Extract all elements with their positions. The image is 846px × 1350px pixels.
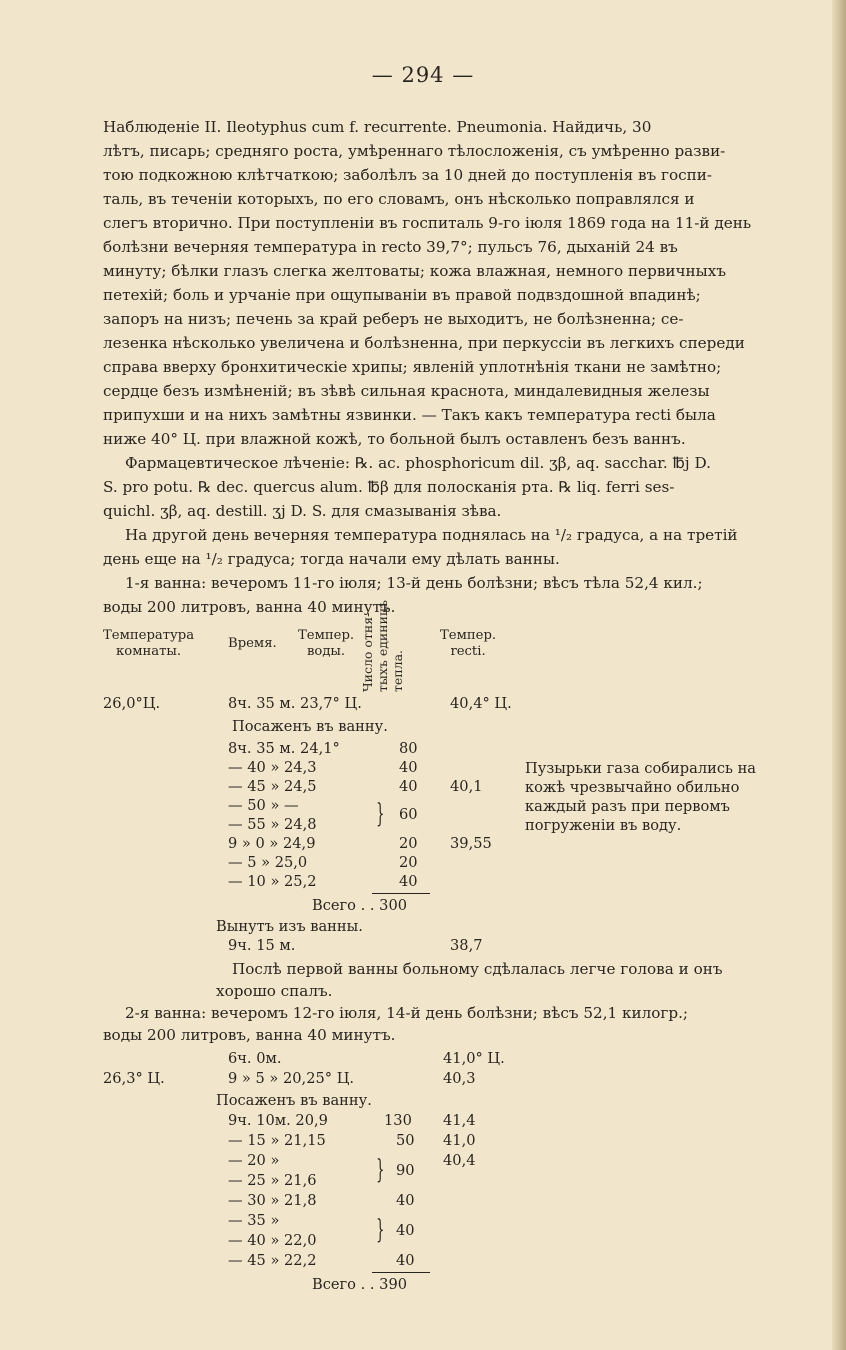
table-cell: 8ч. 35 м. 23,7° Ц. — [228, 695, 362, 712]
table-subheading: Посаженъ въ ванну. — [216, 1092, 372, 1109]
text-line: лѣтъ, писарь; средняго роста, умѣреннаго тѣлосложенія, съ умѣренно разви- — [103, 142, 726, 160]
page-edge — [832, 0, 846, 1350]
table-cell: 80 — [399, 740, 418, 757]
table-cell: 130 — [384, 1112, 412, 1129]
header-text: комнаты. — [116, 644, 182, 659]
table-cell: 41,0 — [443, 1132, 476, 1149]
text-line: Послѣ первой ванны больному сдѣлалась легче голова и онъ — [232, 960, 723, 978]
table-cell: 40 — [399, 759, 418, 776]
table-note: каждый разъ при первомъ — [525, 798, 730, 815]
text-line: слегъ вторично. При поступленіи въ госпиталь 9-го іюля 1869 года на 11-й день — [103, 214, 752, 232]
header-recti-temp — [440, 628, 496, 660]
table-cell: 41,4 — [443, 1112, 476, 1129]
text-line: таль, въ теченіи которыхъ, по его словамъ, онъ нѣсколько поправлялся и — [103, 190, 695, 208]
text-line: запоръ на низъ; печень за край реберъ не выходитъ, не болѣзненна; се- — [103, 310, 684, 328]
table-cell: 40,4 — [443, 1152, 476, 1169]
header-text: воды. — [306, 644, 346, 659]
text-line: хорошо спалъ. — [216, 982, 333, 1000]
header-text: тыхъ единицъ — [375, 600, 390, 692]
header-water-temp — [298, 628, 354, 660]
table-subheading: Вынутъ изъ ванны. — [216, 918, 363, 935]
table-cell: — 15 » 21,15 — [228, 1132, 326, 1149]
table-cell: 9ч. 15 м. — [228, 937, 296, 954]
table-cell: — 25 » 21,6 — [228, 1172, 317, 1189]
sum-rule — [372, 893, 430, 894]
table-cell: — 5 » 25,0 — [228, 854, 308, 871]
text-line: припухши и на нихъ замѣтны язвинки. — Такъ какъ температура recti была — [103, 406, 716, 424]
table-note: погруженіи въ воду. — [525, 817, 682, 834]
table-cell: — 30 » 21,8 — [228, 1192, 317, 1209]
table-cell: 20 — [399, 854, 418, 871]
text-line: 2-я ванна: вечеромъ 12-го іюля, 14-й день болѣзни; вѣсъ 52,1 килогр.; — [125, 1004, 689, 1022]
table-cell: 40,1 — [450, 778, 483, 795]
table-cell: 50 — [396, 1132, 415, 1149]
table-cell: 40 — [399, 778, 418, 795]
table-cell: — 35 » — [228, 1212, 280, 1229]
brace: } — [376, 1155, 385, 1185]
table-cell: — 40 » 22,0 — [228, 1232, 317, 1249]
text-line: Наблюденіе II. Ileotyphus cum f. recurrente. Pneumonia. Найдичь, 30 — [103, 118, 652, 136]
text-line: Фармацевтическое лѣченіе: ℞. ac. phosphoricum dil. ʒβ, aq. sacchar. ℔j D. — [125, 454, 711, 472]
table-cell: 38,7 — [450, 937, 483, 954]
sum-rule — [372, 1272, 430, 1273]
table-cell: — 55 » 24,8 — [228, 816, 317, 833]
brace: } — [376, 799, 385, 829]
table-cell: — 50 » — — [228, 797, 299, 814]
text-line: На другой день вечерняя температура поднялась на ¹/₂ градуса, а на третій — [125, 526, 738, 544]
table-cell: 9 » 0 » 24,9 — [228, 835, 316, 852]
table-cell: 39,55 — [450, 835, 492, 852]
header-text: recti. — [450, 644, 486, 659]
table-subheading: Посаженъ въ ванну. — [232, 718, 388, 735]
table-note: кожѣ чрезвычайно обильно — [525, 779, 740, 796]
table-cell: 40,4° Ц. — [450, 695, 512, 712]
header-text: Температура — [103, 628, 195, 643]
table-total: Всего . . 390 — [312, 1276, 408, 1293]
table-cell: — 45 » 24,5 — [228, 778, 317, 795]
table-cell: — 45 » 22,2 — [228, 1252, 317, 1269]
table-cell: 40 — [396, 1192, 415, 1209]
table-cell: 40 — [399, 873, 418, 890]
table-cell: — 10 » 25,2 — [228, 873, 317, 890]
text-line: тою подкожною клѣтчаткою; заболѣлъ за 10 дней до поступленія въ госпи- — [103, 166, 713, 184]
text-line: воды 200 литровъ, ванна 40 минутъ. — [103, 1026, 396, 1044]
text-line: quichl. ʒβ, aq. destill. ʒj D. S. для смазыванія зѣва. — [103, 502, 502, 520]
text-line: петехій; боль и урчаніе при ощупываніи въ правой подвздошной впадинѣ; — [103, 286, 701, 304]
text-line: ниже 40° Ц. при влажной кожѣ, то больной былъ оставленъ безъ ваннъ. — [103, 430, 686, 448]
page-number: — 294 — — [371, 63, 475, 87]
table-cell: 40 — [396, 1222, 415, 1239]
header-text: Темпер. — [440, 628, 497, 643]
text-line: день еще на ¹/₂ градуса; тогда начали ему дѣлать ванны. — [103, 550, 560, 568]
text-line: S. pro potu. ℞ dec. quercus alum. ℔β для полосканія рта. ℞ liq. ferri ses- — [103, 478, 675, 496]
table-cell: 40,3 — [443, 1070, 476, 1087]
table-cell: 40 — [396, 1252, 415, 1269]
brace: } — [376, 1215, 385, 1245]
header-text: тепла. — [390, 649, 405, 692]
table-cell: 90 — [396, 1162, 415, 1179]
table-cell: 8ч. 35 м. 24,1° — [228, 740, 340, 757]
text-line: 1-я ванна: вечеромъ 11-го іюля; 13-й день болѣзни; вѣсъ тѣла 52,4 кил.; — [125, 574, 703, 592]
text-line: справа вверху бронхитическіе хрипы; явленій уплотнѣнія ткани не замѣтно; — [103, 358, 722, 376]
text-line: сердце безъ измѣненій; въ зѣвѣ сильная краснота, миндалевидныя железы — [103, 382, 710, 400]
text-line: лезенка нѣсколько увеличена и болѣзненна, при перкуссіи въ легкихъ спереди — [103, 334, 745, 352]
table-cell: — 20 » — [228, 1152, 280, 1169]
text-line: минуту; бѣлки глазъ слегка желтоваты; кожа влажная, немного первичныхъ — [103, 262, 726, 280]
text-line: болѣзни вечерняя температура in recto 39,7°; пульсъ 76, дыханій 24 въ — [103, 238, 678, 256]
table-cell: 20 — [399, 835, 418, 852]
room-temp: 26,0°Ц. — [103, 695, 161, 712]
table-total: Всего . . 300 — [312, 897, 408, 914]
header-room-temp — [103, 628, 194, 660]
table-cell: 60 — [399, 806, 418, 823]
table-cell: 6ч. 0м. — [228, 1050, 282, 1067]
table-note: Пузырьки газа собирались на — [525, 760, 757, 777]
text-line: воды 200 литровъ, ванна 40 минутъ. — [103, 598, 396, 616]
header-text: Темпер. — [298, 628, 355, 643]
header-text: Число отня- — [360, 612, 375, 692]
room-temp: 26,3° Ц. — [103, 1070, 165, 1087]
table-cell: 41,0° Ц. — [443, 1050, 505, 1067]
table-cell: 9 » 5 » 20,25° Ц. — [228, 1070, 355, 1087]
header-time: Время. — [228, 636, 277, 651]
table-cell: — 40 » 24,3 — [228, 759, 317, 776]
table-cell: 9ч. 10м. 20,9 — [228, 1112, 328, 1129]
